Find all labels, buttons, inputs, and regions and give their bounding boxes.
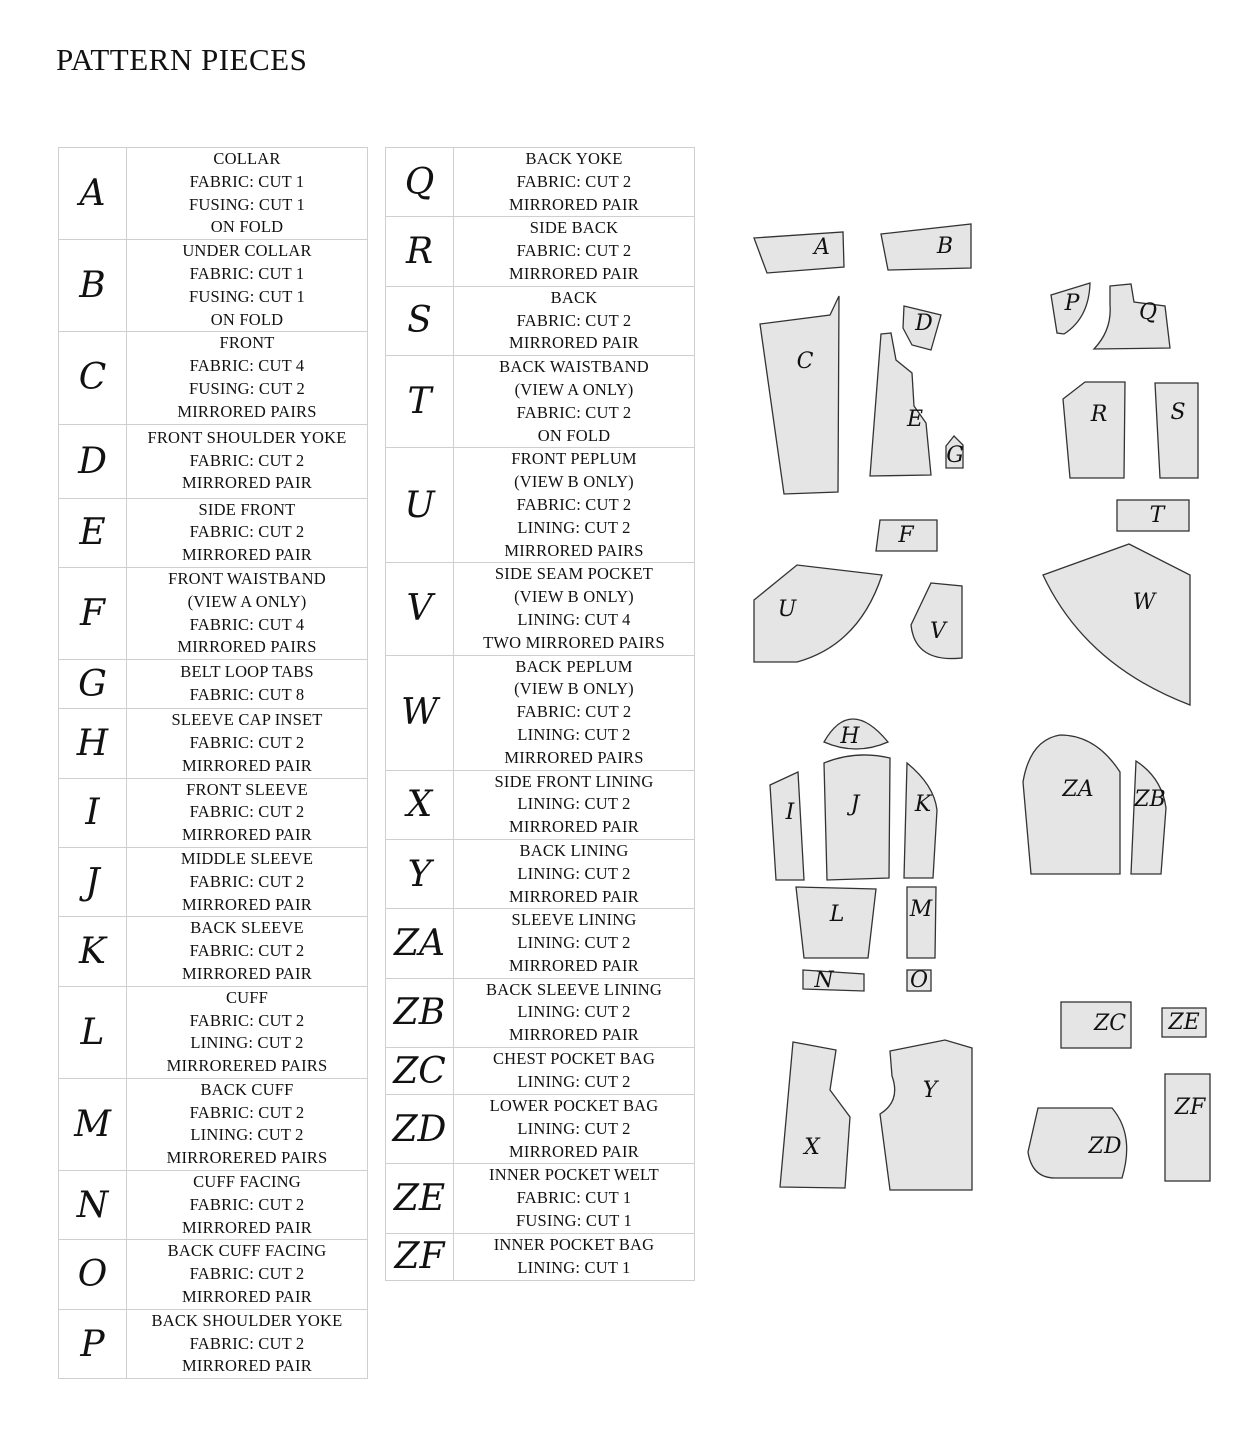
description-line: MIRRORED PAIR <box>182 963 312 983</box>
description-line: LINING: CUT 2 <box>517 794 631 814</box>
piece-description <box>454 978 695 1047</box>
svg-text:D: D <box>915 311 933 336</box>
svg-text:L: L <box>829 902 845 927</box>
description-line: TWO MIRRORED PAIRS <box>483 632 665 652</box>
description-line: FRONT SHOULDER YOKE <box>147 427 347 447</box>
pattern-row <box>59 1240 368 1309</box>
piece-description <box>454 286 695 355</box>
svg-text:G: G <box>946 443 964 468</box>
piece-description <box>454 770 695 839</box>
pattern-row <box>386 1233 695 1280</box>
description-line: FABRIC: CUT 2 <box>516 494 632 514</box>
description-line: FABRIC: CUT 2 <box>189 732 305 752</box>
description-line: FABRIC: CUT 2 <box>189 522 305 542</box>
piece-description <box>454 909 695 978</box>
svg-text:ZE: ZE <box>1168 1010 1200 1035</box>
pattern-layout-diagram <box>740 210 1220 1200</box>
svg-text:K: K <box>914 792 932 817</box>
svg-text:ZD: ZD <box>1088 1134 1122 1159</box>
piece-ZE <box>1162 1008 1206 1037</box>
description-line: BACK SLEEVE <box>190 918 304 938</box>
description-line: LINING: CUT 2 <box>517 1002 631 1022</box>
piece-letter: X <box>386 770 454 839</box>
pattern-row <box>386 1048 695 1095</box>
description-line: MIRRORED PAIR <box>182 1287 312 1307</box>
piece-letter: U <box>386 448 454 563</box>
piece-letter: W <box>386 655 454 770</box>
description-line: MIRRORED PAIR <box>182 1356 312 1376</box>
pattern-row <box>59 847 368 916</box>
description-line: LINING: CUT 2 <box>517 933 631 953</box>
pattern-row <box>386 909 695 978</box>
pattern-row <box>59 1171 368 1240</box>
piece-letter: G <box>59 660 127 709</box>
pattern-row <box>386 563 695 655</box>
piece-description <box>127 847 368 916</box>
piece-letter: ZE <box>386 1164 454 1233</box>
description-line: MIRRORED PAIRS <box>504 747 644 767</box>
description-line: MIRRORED PAIRS <box>177 401 317 421</box>
description-line: FABRIC: CUT 2 <box>189 1333 305 1353</box>
pattern-table-left <box>58 147 368 1379</box>
description-line: UNDER COLLAR <box>182 241 312 261</box>
description-line: SIDE SEAM POCKET <box>494 564 654 584</box>
pattern-row <box>386 148 695 217</box>
description-line: FRONT <box>219 333 275 353</box>
description-line: FABRIC: CUT 4 <box>189 356 305 376</box>
description-line: BACK <box>550 287 598 307</box>
pattern-row <box>59 567 368 659</box>
piece-letter: ZA <box>386 909 454 978</box>
svg-text:U: U <box>777 597 797 622</box>
description-line: FABRIC: CUT 2 <box>516 310 632 330</box>
piece-description <box>127 986 368 1078</box>
piece-letter: E <box>59 498 127 567</box>
description-line: FABRIC: CUT 2 <box>189 1010 305 1030</box>
pattern-row <box>386 978 695 1047</box>
piece-ZC <box>1061 1002 1131 1048</box>
description-line: MIRRORED PAIR <box>182 894 312 914</box>
pattern-row <box>386 356 695 448</box>
description-line: MIRRORED PAIRS <box>504 540 644 560</box>
piece-description <box>127 567 368 659</box>
description-line: FABRIC: CUT 2 <box>189 450 305 470</box>
svg-text:V: V <box>930 619 946 644</box>
pattern-row <box>59 332 368 424</box>
description-line: LINING: CUT 2 <box>190 1033 304 1053</box>
svg-text:M: M <box>909 897 933 922</box>
description-line: (VIEW B ONLY) <box>514 679 634 699</box>
piece-T <box>1117 500 1189 531</box>
description-line: INNER POCKET WELT <box>489 1165 659 1185</box>
description-line: CUFF FACING <box>193 1172 301 1192</box>
pattern-row <box>386 1164 695 1233</box>
piece-description <box>127 1309 368 1378</box>
piece-description <box>454 356 695 448</box>
svg-text:B: B <box>936 234 954 259</box>
description-line: SIDE FRONT LINING <box>494 771 654 791</box>
piece-W <box>1043 544 1190 705</box>
svg-text:W: W <box>1132 590 1156 615</box>
description-line: ON FOLD <box>210 217 284 237</box>
description-line: LINING: CUT 2 <box>517 1118 631 1138</box>
piece-letter: C <box>59 332 127 424</box>
svg-text:S: S <box>1170 400 1186 425</box>
description-line: FABRIC: CUT 1 <box>189 263 305 283</box>
piece-U <box>754 565 882 662</box>
svg-text:I: I <box>785 800 795 825</box>
pattern-row <box>386 217 695 286</box>
description-line: LINING: CUT 2 <box>517 517 631 537</box>
piece-letter: R <box>386 217 454 286</box>
description-line: (VIEW A ONLY) <box>514 379 634 399</box>
description-line: BACK PEPLUM <box>515 656 633 676</box>
description-line: MIRRORED PAIR <box>509 1025 639 1045</box>
description-line: ON FOLD <box>210 309 284 329</box>
pattern-row <box>59 1078 368 1170</box>
description-line: SIDE FRONT <box>198 499 296 519</box>
piece-description <box>454 1095 695 1164</box>
piece-letter: I <box>59 778 127 847</box>
pattern-row <box>386 448 695 563</box>
piece-description <box>127 148 368 240</box>
piece-description <box>127 240 368 332</box>
description-line: FABRIC: CUT 1 <box>516 1188 632 1208</box>
pattern-row <box>386 839 695 908</box>
description-line: FRONT SLEEVE <box>186 779 308 799</box>
pattern-row <box>59 1309 368 1378</box>
description-line: MIRRORED PAIR <box>182 825 312 845</box>
svg-text:O: O <box>909 968 929 993</box>
description-line: CHEST POCKET BAG <box>492 1049 656 1069</box>
piece-K <box>904 763 937 878</box>
piece-S <box>1155 383 1198 478</box>
piece-X <box>780 1042 850 1188</box>
piece-F <box>876 520 937 551</box>
pattern-row <box>59 986 368 1078</box>
svg-text:J: J <box>850 792 860 817</box>
piece-J <box>824 755 890 880</box>
description-line: FUSING: CUT 1 <box>189 286 305 306</box>
piece-A <box>754 232 844 273</box>
piece-Q <box>1094 284 1170 349</box>
piece-V <box>911 583 962 659</box>
description-line: FABRIC: CUT 2 <box>189 1264 305 1284</box>
description-line: FABRIC: CUT 2 <box>189 1102 305 1122</box>
svg-text:N: N <box>814 968 834 993</box>
description-line: ON FOLD <box>537 425 611 445</box>
description-line: FABRIC: CUT 2 <box>516 402 632 422</box>
description-line: LINING: CUT 2 <box>190 1125 304 1145</box>
piece-letter: ZF <box>386 1233 454 1280</box>
description-line: (VIEW B ONLY) <box>514 587 634 607</box>
description-line: FRONT PEPLUM <box>511 449 637 469</box>
description-line: FABRIC: CUT 2 <box>189 1194 305 1214</box>
piece-description <box>127 498 368 567</box>
piece-description <box>127 917 368 986</box>
description-line: BACK LINING <box>519 840 629 860</box>
piece-letter: S <box>386 286 454 355</box>
pattern-row <box>59 917 368 986</box>
piece-letter: Q <box>386 148 454 217</box>
svg-text:H: H <box>840 724 860 749</box>
description-line: MIRRORED PAIR <box>182 1217 312 1237</box>
piece-ZF <box>1165 1074 1210 1181</box>
description-line: MIRRORED PAIR <box>509 955 639 975</box>
piece-description <box>127 1078 368 1170</box>
description-line: LINING: CUT 4 <box>517 609 631 629</box>
piece-R <box>1063 382 1125 478</box>
description-line: MIRRORED PAIR <box>509 817 639 837</box>
piece-O <box>907 968 931 993</box>
description-line: FABRIC: CUT 2 <box>516 241 632 261</box>
svg-text:ZF: ZF <box>1174 1095 1206 1120</box>
piece-letter: ZB <box>386 978 454 1047</box>
description-line: BACK SLEEVE LINING <box>486 979 662 999</box>
svg-text:T: T <box>1149 503 1165 528</box>
piece-description <box>127 424 368 498</box>
piece-H <box>824 719 888 749</box>
piece-description <box>127 709 368 778</box>
description-line: FABRIC: CUT 2 <box>516 702 632 722</box>
description-line: FUSING: CUT 1 <box>516 1211 632 1231</box>
piece-description <box>454 839 695 908</box>
piece-letter: H <box>59 709 127 778</box>
piece-P <box>1051 283 1090 334</box>
svg-text:C: C <box>796 349 814 374</box>
description-line: FABRIC: CUT 8 <box>189 685 305 705</box>
description-line: BACK SHOULDER YOKE <box>151 1310 343 1330</box>
page-title: PATTERN PIECES <box>56 42 308 77</box>
piece-letter: Y <box>386 839 454 908</box>
piece-letter: M <box>59 1078 127 1170</box>
piece-letter: O <box>59 1240 127 1309</box>
piece-description <box>127 660 368 709</box>
description-line: BELT LOOP TABS <box>180 662 314 682</box>
piece-description <box>454 217 695 286</box>
description-line: FUSING: CUT 2 <box>189 378 305 398</box>
description-line: FUSING: CUT 1 <box>189 194 305 214</box>
piece-M <box>907 887 936 958</box>
piece-letter: N <box>59 1171 127 1240</box>
description-line: COLLAR <box>213 149 281 168</box>
description-line: BACK WAISTBAND <box>499 357 649 377</box>
description-line: MIRRORED PAIR <box>182 545 312 565</box>
piece-letter: T <box>386 356 454 448</box>
description-line: LINING: CUT 1 <box>517 1257 631 1277</box>
svg-text:X: X <box>804 1135 820 1160</box>
description-line: MIRRORED PAIR <box>509 263 639 283</box>
piece-description <box>454 1048 695 1095</box>
pattern-row <box>59 778 368 847</box>
pattern-row <box>386 655 695 770</box>
piece-C <box>760 296 839 494</box>
piece-B <box>881 224 971 270</box>
svg-text:E: E <box>906 407 924 432</box>
piece-letter: ZC <box>386 1048 454 1095</box>
piece-Y <box>880 1040 972 1190</box>
piece-description <box>454 448 695 563</box>
description-line: FRONT WAISTBAND <box>168 568 326 588</box>
piece-description <box>454 563 695 655</box>
piece-G <box>946 436 964 468</box>
description-line: MIRRORED PAIR <box>509 886 639 906</box>
piece-letter: V <box>386 563 454 655</box>
description-line: LINING: CUT 2 <box>517 863 631 883</box>
piece-I <box>770 772 804 880</box>
description-line: BACK CUFF <box>200 1079 294 1099</box>
description-line: FABRIC: CUT 2 <box>516 171 632 191</box>
description-line: MIRRORERED PAIRS <box>166 1148 328 1168</box>
svg-text:ZA: ZA <box>1062 777 1094 802</box>
description-line: SLEEVE CAP INSET <box>171 710 323 730</box>
piece-description <box>454 1233 695 1280</box>
svg-text:ZC: ZC <box>1093 1011 1127 1036</box>
description-line: FABRIC: CUT 2 <box>189 871 305 891</box>
description-line: MIRRORED PAIR <box>182 473 312 493</box>
description-line: BACK CUFF FACING <box>167 1241 327 1261</box>
piece-ZA <box>1023 735 1120 874</box>
piece-description <box>454 148 695 217</box>
piece-letter: F <box>59 567 127 659</box>
description-line: SLEEVE LINING <box>511 910 637 930</box>
piece-description <box>127 778 368 847</box>
svg-text:A: A <box>814 235 830 260</box>
piece-letter: B <box>59 240 127 332</box>
pattern-row <box>386 286 695 355</box>
description-line: LOWER POCKET BAG <box>489 1096 659 1116</box>
description-line: MIRRORED PAIR <box>182 755 312 775</box>
piece-letter: L <box>59 986 127 1078</box>
piece-D <box>903 306 941 350</box>
piece-letter: K <box>59 917 127 986</box>
piece-letter: P <box>59 1309 127 1378</box>
description-line: FABRIC: CUT 4 <box>189 614 305 634</box>
description-line: (VIEW A ONLY) <box>187 591 307 611</box>
description-line: MIRRORED PAIR <box>509 333 639 353</box>
pattern-row <box>59 240 368 332</box>
piece-N <box>803 968 864 993</box>
pattern-table-right <box>385 147 695 1281</box>
description-line: FABRIC: CUT 2 <box>189 941 305 961</box>
description-line: FABRIC: CUT 2 <box>189 802 305 822</box>
svg-text:F: F <box>898 523 914 548</box>
piece-letter: ZD <box>386 1095 454 1164</box>
svg-text:P: P <box>1064 291 1080 316</box>
description-line: MIRRORED PAIR <box>509 1141 639 1161</box>
piece-description <box>454 1164 695 1233</box>
description-line: BACK YOKE <box>525 149 623 168</box>
description-line: MIRRORED PAIRS <box>177 637 317 657</box>
description-line: MIRRORED PAIR <box>509 194 639 214</box>
description-line: MIRRORERED PAIRS <box>166 1056 328 1076</box>
piece-L <box>796 887 876 958</box>
pattern-row <box>59 498 368 567</box>
piece-description <box>454 655 695 770</box>
pattern-row <box>386 1095 695 1164</box>
description-line: CUFF <box>225 987 269 1007</box>
piece-letter: J <box>59 847 127 916</box>
pattern-row <box>59 709 368 778</box>
pattern-row <box>386 770 695 839</box>
description-line: MIDDLE SLEEVE <box>180 848 314 868</box>
pattern-row <box>59 424 368 498</box>
piece-letter: D <box>59 424 127 498</box>
svg-text:Y: Y <box>922 1078 938 1103</box>
svg-text:R: R <box>1090 402 1108 427</box>
description-line: INNER POCKET BAG <box>493 1235 655 1255</box>
description-line: FABRIC: CUT 1 <box>189 171 305 191</box>
piece-E <box>870 333 931 476</box>
piece-description <box>127 1240 368 1309</box>
pattern-row <box>59 148 368 240</box>
piece-description <box>127 1171 368 1240</box>
description-line: LINING: CUT 2 <box>517 1072 631 1092</box>
piece-ZD <box>1028 1108 1127 1178</box>
piece-letter: A <box>59 148 127 240</box>
svg-text:ZB: ZB <box>1134 787 1166 812</box>
svg-text:Q: Q <box>1138 300 1158 325</box>
description-line: LINING: CUT 2 <box>517 724 631 744</box>
piece-ZB <box>1131 761 1166 874</box>
description-line: (VIEW B ONLY) <box>514 472 634 492</box>
piece-description <box>127 332 368 424</box>
description-line: SIDE BACK <box>529 218 619 238</box>
pattern-row <box>59 660 368 709</box>
